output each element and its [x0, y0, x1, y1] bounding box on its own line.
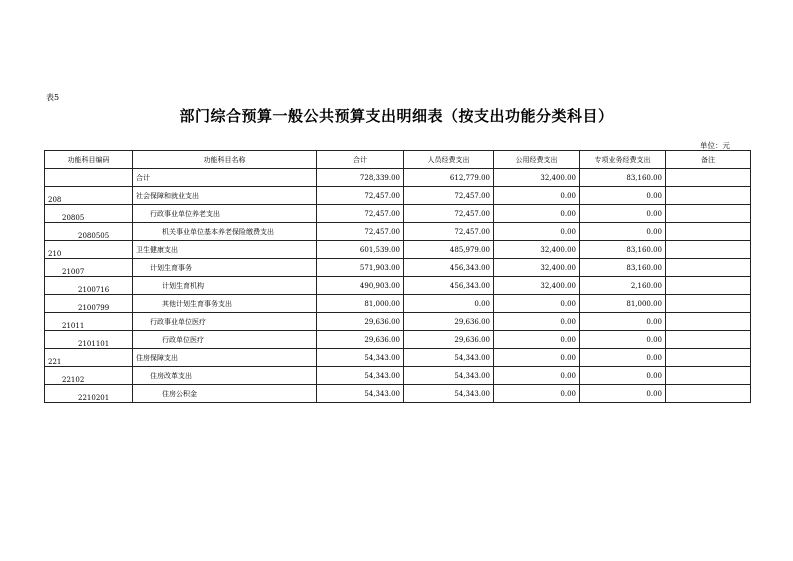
cell-note [666, 277, 751, 295]
cell-note [666, 349, 751, 367]
cell-name: 机关事业单位基本养老保险缴费支出 [133, 223, 317, 241]
cell-name: 行政事业单位医疗 [133, 313, 317, 331]
cell-special: 0.00 [580, 187, 666, 205]
column-header-total: 合计 [317, 151, 404, 169]
cell-public: 0.00 [494, 295, 580, 313]
cell-total: 72,457.00 [317, 187, 404, 205]
table-row [45, 187, 751, 205]
table-row [45, 241, 751, 259]
cell-personnel: 485,979.00 [404, 241, 494, 259]
table-row [45, 169, 751, 187]
cell-note [666, 241, 751, 259]
column-header-personnel: 人员经费支出 [404, 151, 494, 169]
cell-personnel: 54,343.00 [404, 367, 494, 385]
cell-personnel: 54,343.00 [404, 385, 494, 403]
cell-personnel: 72,457.00 [404, 187, 494, 205]
table-row [45, 295, 751, 313]
cell-special: 83,160.00 [580, 169, 666, 187]
cell-note [666, 331, 751, 349]
table-row [45, 367, 751, 385]
cell-special: 0.00 [580, 367, 666, 385]
cell-personnel: 456,343.00 [404, 259, 494, 277]
cell-personnel: 29,636.00 [404, 331, 494, 349]
cell-public: 0.00 [494, 349, 580, 367]
cell-public: 0.00 [494, 313, 580, 331]
cell-public: 32,400.00 [494, 259, 580, 277]
cell-name: 住房公积金 [133, 385, 317, 403]
cell-personnel: 72,457.00 [404, 223, 494, 241]
cell-note [666, 385, 751, 403]
table-row [45, 385, 751, 403]
column-header-special: 专项业务经费支出 [580, 151, 666, 169]
cell-total: 72,457.00 [317, 223, 404, 241]
cell-name: 合计 [133, 169, 317, 187]
cell-note [666, 259, 751, 277]
cell-total: 54,343.00 [317, 367, 404, 385]
cell-code [45, 169, 133, 187]
header-row [45, 151, 751, 169]
cell-note [666, 295, 751, 313]
cell-note [666, 367, 751, 385]
cell-public: 0.00 [494, 367, 580, 385]
cell-code: 208 [45, 187, 133, 205]
cell-code: 2101101 [45, 331, 133, 349]
cell-special: 0.00 [580, 313, 666, 331]
cell-total: 72,457.00 [317, 205, 404, 223]
cell-code: 2100716 [45, 277, 133, 295]
cell-name: 社会保障和就业支出 [133, 187, 317, 205]
cell-personnel: 54,343.00 [404, 349, 494, 367]
cell-code: 210 [45, 241, 133, 259]
table-row [45, 223, 751, 241]
unit-label: 单位：元 [700, 141, 730, 150]
cell-total: 490,903.00 [317, 277, 404, 295]
cell-public: 0.00 [494, 223, 580, 241]
table-row [45, 349, 751, 367]
cell-name: 计划生育机构 [133, 277, 317, 295]
cell-name: 其他计划生育事务支出 [133, 295, 317, 313]
cell-code: 2100799 [45, 295, 133, 313]
page-title: 部门综合预算一般公共预算支出明细表（按支出功能分类科目） [179, 107, 614, 125]
cell-code: 21011 [45, 313, 133, 331]
cell-total: 29,636.00 [317, 331, 404, 349]
cell-note [666, 313, 751, 331]
cell-total: 81,000.00 [317, 295, 404, 313]
cell-note [666, 169, 751, 187]
cell-note [666, 223, 751, 241]
cell-public: 32,400.00 [494, 169, 580, 187]
cell-total: 728,339.00 [317, 169, 404, 187]
table-row [45, 259, 751, 277]
column-header-public: 公用经费支出 [494, 151, 580, 169]
table-row [45, 313, 751, 331]
cell-personnel: 72,457.00 [404, 205, 494, 223]
cell-name: 行政单位医疗 [133, 331, 317, 349]
cell-public: 0.00 [494, 187, 580, 205]
cell-total: 29,636.00 [317, 313, 404, 331]
table-row [45, 277, 751, 295]
cell-public: 32,400.00 [494, 241, 580, 259]
cell-note [666, 205, 751, 223]
cell-public: 0.00 [494, 385, 580, 403]
cell-code: 22102 [45, 367, 133, 385]
table-row [45, 205, 751, 223]
cell-note [666, 187, 751, 205]
cell-total: 571,903.00 [317, 259, 404, 277]
cell-personnel: 612,779.00 [404, 169, 494, 187]
table-label: 表5 [46, 93, 60, 102]
table-row [45, 331, 751, 349]
cell-total: 54,343.00 [317, 385, 404, 403]
cell-special: 0.00 [580, 331, 666, 349]
cell-special: 83,160.00 [580, 259, 666, 277]
cell-code: 21007 [45, 259, 133, 277]
cell-code: 2210201 [45, 385, 133, 403]
column-header-code: 功能科目编码 [45, 151, 133, 169]
cell-special: 81,000.00 [580, 295, 666, 313]
cell-name: 住房改革支出 [133, 367, 317, 385]
cell-special: 0.00 [580, 385, 666, 403]
cell-name: 计划生育事务 [133, 259, 317, 277]
cell-personnel: 456,343.00 [404, 277, 494, 295]
column-header-note: 备注 [666, 151, 751, 169]
cell-code: 221 [45, 349, 133, 367]
cell-name: 卫生健康支出 [133, 241, 317, 259]
cell-public: 0.00 [494, 205, 580, 223]
column-header-name: 功能科目名称 [133, 151, 317, 169]
cell-personnel: 0.00 [404, 295, 494, 313]
budget-table [44, 150, 751, 403]
cell-total: 601,539.00 [317, 241, 404, 259]
cell-special: 83,160.00 [580, 241, 666, 259]
cell-name: 行政事业单位养老支出 [133, 205, 317, 223]
cell-public: 32,400.00 [494, 277, 580, 295]
cell-special: 0.00 [580, 205, 666, 223]
cell-public: 0.00 [494, 331, 580, 349]
cell-name: 住房保障支出 [133, 349, 317, 367]
cell-total: 54,343.00 [317, 349, 404, 367]
cell-code: 20805 [45, 205, 133, 223]
cell-special: 0.00 [580, 223, 666, 241]
cell-personnel: 29,636.00 [404, 313, 494, 331]
cell-special: 2,160.00 [580, 277, 666, 295]
cell-special: 0.00 [580, 349, 666, 367]
cell-code: 2080505 [45, 223, 133, 241]
